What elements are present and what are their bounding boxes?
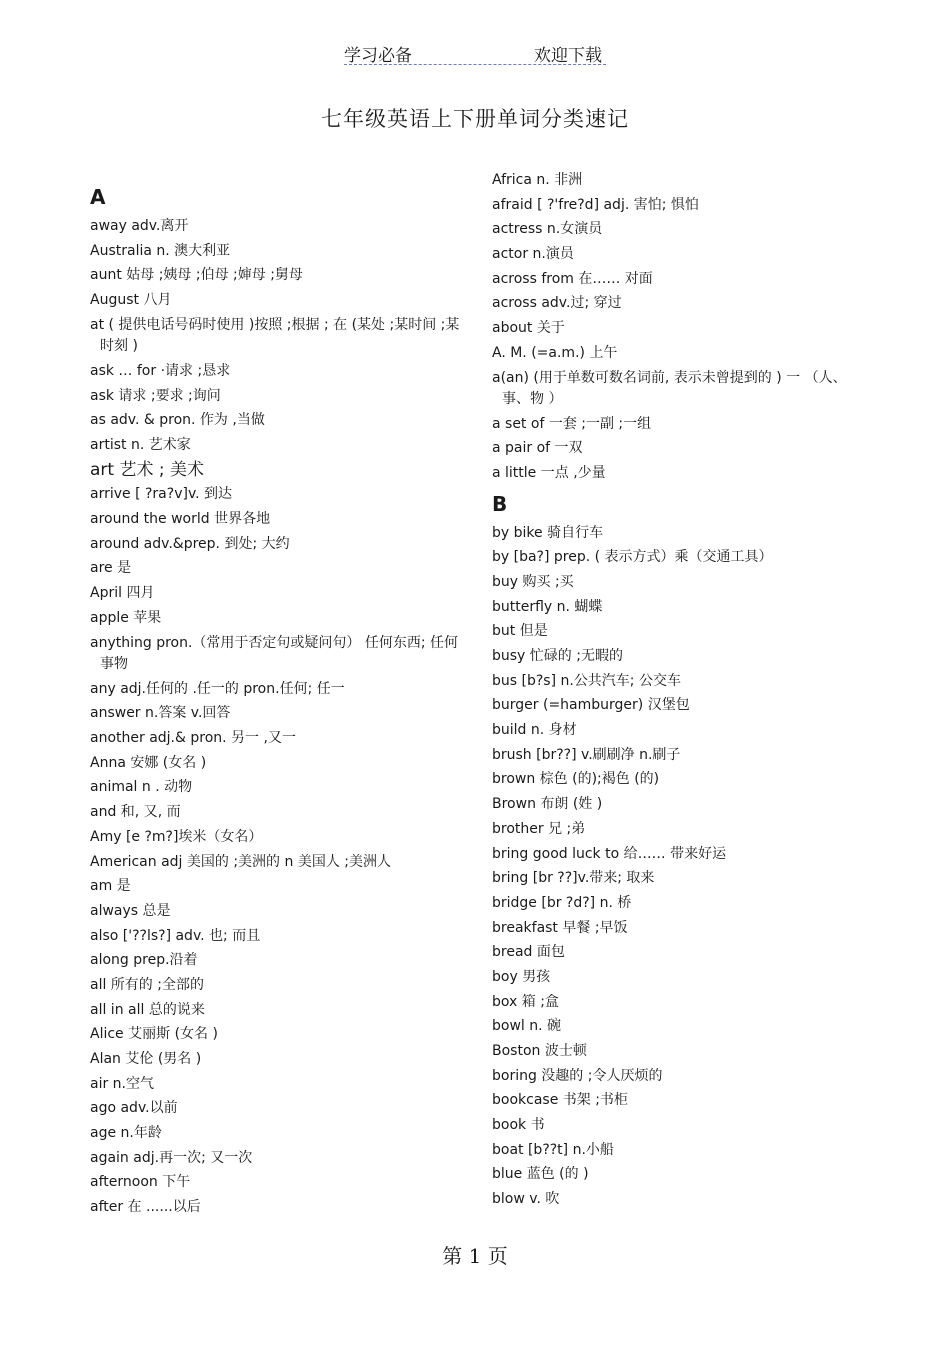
document-title: 七年级英语上下册单词分类速记 xyxy=(321,107,629,131)
vocab-entry: art 艺术 ; 美术 xyxy=(90,459,205,480)
vocab-entry: a little 一点 ,少量 xyxy=(492,465,606,482)
vocab-entry: and 和, 又, 而 xyxy=(90,804,181,821)
vocab-entry: busy 忙碌的 ;无暇的 xyxy=(492,648,623,664)
page-header xyxy=(344,40,606,65)
vocab-entry: A. M. (=a.m.) 上午 xyxy=(492,344,618,361)
vocab-entry: all 所有的 ;全部的 xyxy=(90,976,204,993)
vocab-entry: Brown 布朗 (姓 ) xyxy=(492,796,603,813)
vocab-entry: am 是 xyxy=(90,878,131,895)
vocab-entry: ago adv.以前 xyxy=(90,1100,178,1117)
vocab-entry: across adv.过; 穿过 xyxy=(492,295,622,312)
vocab-entry: actor n.演员 xyxy=(492,246,574,263)
vocab-entry: Amy [e ?m?]埃米（女名） xyxy=(90,828,263,845)
vocab-entry: boat [b??t] n.小船 xyxy=(492,1141,614,1158)
vocab-entry: bus [b?s] n.公共汽车; 公交车 xyxy=(492,672,681,689)
vocab-entry: actress n.女演员 xyxy=(492,221,603,238)
vocab-entry: Anna 安娜 (女名 ) xyxy=(90,754,207,771)
vocab-entry: boring 没趣的 ;令人厌烦的 xyxy=(492,1067,663,1084)
vocab-entry: arrive [ ?ra?v]v. 到达 xyxy=(90,486,233,503)
page-number: 第 1 页 xyxy=(442,1244,508,1268)
vocab-entry: burger (=hamburger) 汉堡包 xyxy=(492,697,690,714)
vocab-entry: around the world 世界各地 xyxy=(90,511,271,528)
vocab-entry: April 四月 xyxy=(90,585,155,602)
vocab-entry: age n.年龄 xyxy=(90,1125,162,1142)
vocab-entry: about 关于 xyxy=(492,320,565,337)
vocab-entry: after 在 ......以后 xyxy=(90,1199,201,1216)
word-list-a-left xyxy=(90,216,465,1219)
vocab-entry: a pair of 一双 xyxy=(492,440,583,457)
vocab-entry: along prep.沿着 xyxy=(90,952,198,969)
vocab-entry: Australia n. 澳大利亚 xyxy=(90,242,231,259)
vocab-entry: answer n.答案 v.回答 xyxy=(90,705,231,722)
vocab-entry: blow v. 吹 xyxy=(492,1191,560,1208)
vocab-entry: bring good luck to 给…… 带来好运 xyxy=(492,845,727,862)
vocab-entry: butterfly n. 蝴蝶 xyxy=(492,598,603,615)
vocab-entry: bring [br ??]v.带来; 取来 xyxy=(492,870,655,887)
vocab-entry: ask … for ·请求 ;恳求 xyxy=(90,362,231,379)
vocab-entry: Alan 艾伦 (男名 ) xyxy=(90,1051,202,1067)
vocab-entry: box 箱 ;盒 xyxy=(492,993,559,1010)
vocab-entry: Alice 艾丽斯 (女名 ) xyxy=(90,1026,218,1043)
vocab-entry: book 书 xyxy=(492,1117,545,1134)
section-letter-a: A xyxy=(90,185,106,209)
word-list-b xyxy=(492,523,867,1211)
vocab-entry: Boston 波士顿 xyxy=(492,1043,587,1059)
header-left-text: 学习必备 xyxy=(344,46,412,66)
vocab-entry: away adv.离开 xyxy=(90,218,189,234)
vocab-entry: always 总是 xyxy=(90,902,171,919)
vocab-entry: bridge [br ?d?] n. 桥 xyxy=(492,894,632,911)
vocab-entry: afraid [ ?'fre?d] adj. 害怕; 惧怕 xyxy=(492,196,699,213)
vocab-entry: breakfast 早餐 ;早饭 xyxy=(492,919,628,936)
right-column xyxy=(492,170,867,1214)
left-column xyxy=(90,182,465,1222)
vocab-entry: but 但是 xyxy=(492,623,548,640)
vocab-entry: artist n. 艺术家 xyxy=(90,437,191,453)
vocab-entry: blue 蓝色 (的 ) xyxy=(492,1166,589,1183)
vocab-entry: anything pron.（常用于否定句或疑问句） 任何东西; 任何事物 xyxy=(90,634,459,672)
vocab-entry: another adj.& pron. 另一 ,又一 xyxy=(90,730,296,747)
vocab-entry: buy 购买 ;买 xyxy=(492,573,574,590)
vocab-entry: Africa n. 非洲 xyxy=(492,172,583,188)
vocab-entry: animal n . 动物 xyxy=(90,779,193,796)
header-right-text: 欢迎下载 xyxy=(534,46,602,66)
vocab-entry: by [ba?] prep. ( 表示方式）乘（交通工具） xyxy=(492,549,773,566)
vocab-entry: brown 棕色 (的);褐色 (的) xyxy=(492,771,660,788)
vocab-entry: August 八月 xyxy=(90,292,172,309)
vocab-entry: around adv.&prep. 到处; 大约 xyxy=(90,535,290,552)
vocab-entry: bread 面包 xyxy=(492,944,565,961)
word-list-a-right xyxy=(492,170,867,485)
vocab-entry: bookcase 书架 ;书柜 xyxy=(492,1092,628,1109)
vocab-entry: apple 苹果 xyxy=(90,609,162,626)
vocab-entry: brush [br??] v.刷刷净 n.刷子 xyxy=(492,746,681,763)
vocab-entry: a(an) (用于单数可数名词前, 表示未曾提到的 ) 一 （人、事、物 ） xyxy=(492,369,847,407)
vocab-entry: afternoon 下午 xyxy=(90,1174,191,1191)
vocab-entry: build n. 身材 xyxy=(492,722,577,739)
vocab-entry: any adj.任何的 .任一的 pron.任何; 任一 xyxy=(90,680,345,697)
vocab-entry: American adj 美国的 ;美洲的 n 美国人 ;美洲人 xyxy=(90,853,391,870)
vocab-entry: aunt 姑母 ;姨母 ;伯母 ;婶母 ;舅母 xyxy=(90,267,303,284)
vocab-entry: are 是 xyxy=(90,560,132,577)
vocab-entry: ask 请求 ;要求 ;询问 xyxy=(90,387,221,404)
vocab-entry: also ['??ls?] adv. 也; 而且 xyxy=(90,927,261,944)
vocab-entry: as adv. & pron. 作为 ,当做 xyxy=(90,412,265,429)
vocab-entry: air n.空气 xyxy=(90,1075,154,1092)
vocab-entry: bowl n. 碗 xyxy=(492,1018,562,1035)
vocab-entry: all in all 总的说来 xyxy=(90,1001,205,1018)
vocab-entry: at ( 提供电话号码时使用 )按照 ;根据 ; 在 (某处 ;某时间 ;某时刻 ) xyxy=(90,316,460,355)
vocab-entry: again adj.再一次; 又一次 xyxy=(90,1149,253,1166)
vocab-entry: by bike 骑自行车 xyxy=(492,524,604,541)
section-letter-b: B xyxy=(492,491,508,516)
vocab-entry: brother 兄 ;弟 xyxy=(492,820,586,837)
vocab-entry: boy 男孩 xyxy=(492,968,551,985)
vocab-entry: across from 在…… 对面 xyxy=(492,270,653,287)
vocab-entry: a set of 一套 ;一副 ;一组 xyxy=(492,415,652,432)
